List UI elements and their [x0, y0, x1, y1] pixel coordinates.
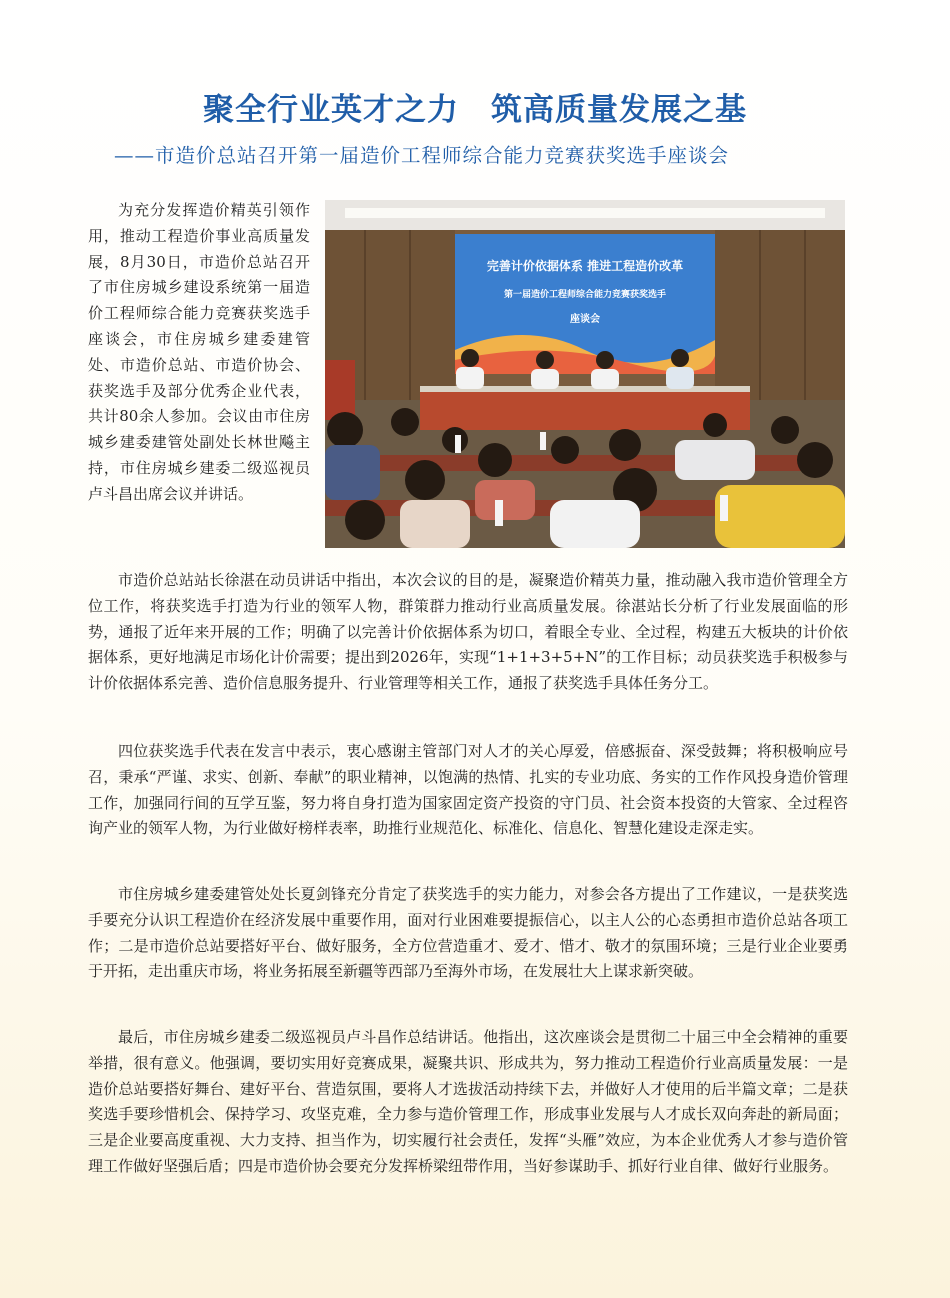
banner-title-line1: 完善计价依据体系 推进工程造价改革 [486, 259, 684, 273]
banner-title-line3: 座谈会 [570, 314, 600, 325]
paragraph-department-suggestions: 市住房城乡建委建管处处长夏剑锋充分肯定了获奖选手的实力能力，对参会各方提出了工作建议，一是获奖选手要充分认识工程造价在经济发展中重要作用，面对行业困难要提振信心，以主人公的心态勇担市造价总站各项工作；二是市造价总站要搭好平台、做好服务，全方位营造重才、爱才、惜才、敬才的氛围环境；三是行业企业要勇于开拓，走出重庆市场，将业务拓展至新疆等西部乃至海外市场，在发展壮大上谋求新突破。 [88, 885, 848, 981]
meeting-photo [325, 200, 845, 548]
article-title: 聚全行业英才之力 筑高质量发展之基 [203, 92, 747, 128]
article-subtitle: ——市造价总站召开第一届造价工程师综合能力竞赛获奖选手座谈会 [114, 144, 730, 167]
paragraph-closing-speech: 最后，市住房城乡建委二级巡视员卢斗昌作总结讲话。他指出，这次座谈会是贯彻二十届三中全会精神的重要举措，很有意义。他强调，要切实用好竞赛成果，凝聚共识、形成共为，努力推动工程造价行业高质量发展：一是造价总站要搭好舞台、建好平台、营造氛围，要将人才选拔活动持续下去，并做好人才使用的后半篇文章；二是获奖选手要珍惜机会、保持学习、攻坚克难，全力参与造价管理工作，形成事业发展与人才成长双向奔赴的新局面；三是企业要高度重视、大力支持、担当作为，切实履行社会责任，发挥“头雁”效应，为本企业优秀人才参与造价管理工作做好坚强后盾；四是市造价协会要充分发挥桥梁纽带作用，当好参谋助手、抓好行业自律、做好行业服务。 [88, 1028, 848, 1175]
paragraph-director-speech: 市造价总站站长徐湛在动员讲话中指出，本次会议的目的是，凝聚造价精英力量，推动融入我市造价管理全方位工作，将获奖选手打造为行业的领军人物，群策群力推动行业高质量发展。徐湛站长分析了行业发展面临的形势，通报了近年来开展的工作；明确了以完善计价依据体系为切口，着眼全专业、全过程，构建五大板块的计价依据体系，更好地满足市场化计价需要；提出到2026年，实现“1+1+3+5+N”的工作目标；动员获奖选手积极参与计价依据体系完善、造价信息服务提升、行业管理等相关工作，通报了获奖选手具体任务分工。 [88, 571, 848, 693]
paragraph-winner-representatives: 四位获奖选手代表在发言中表示，衷心感谢主管部门对人才的关心厚爱，倍感振奋、深受鼓舞；将积极响应号召，秉承“严谨、求实、创新、奉献”的职业精神，以饱满的热情、扎实的专业功底、务实的工作作风投身造价管理工作，加强同行间的互学互鉴，努力将自身打造为国家固定资产投资的守门员、社会资本投资的大管家、全过程咨询产业的领军人物，为行业做好榜样表率，助推行业规范化、标准化、信息化、智慧化建设走深走实。 [88, 742, 848, 838]
banner-title-line2: 第一届造价工程师综合能力竞赛获奖选手 [503, 290, 667, 300]
paragraph-intro: 为充分发挥造价精英引领作用，推动工程造价事业高质量发展，8月30日，市造价总站召开了市住房城乡建设系统第一届造价工程师综合能力竞赛获奖选手座谈会，市住房城乡建委建管处、市造价总站、市造价协会、获奖选手及部分优秀企业代表，共计80余人参加。会议由市住房城乡建委建管处副处长林世飚主持，市住房城乡建委二级巡视员卢斗昌出席会议并讲话。 [88, 201, 310, 503]
